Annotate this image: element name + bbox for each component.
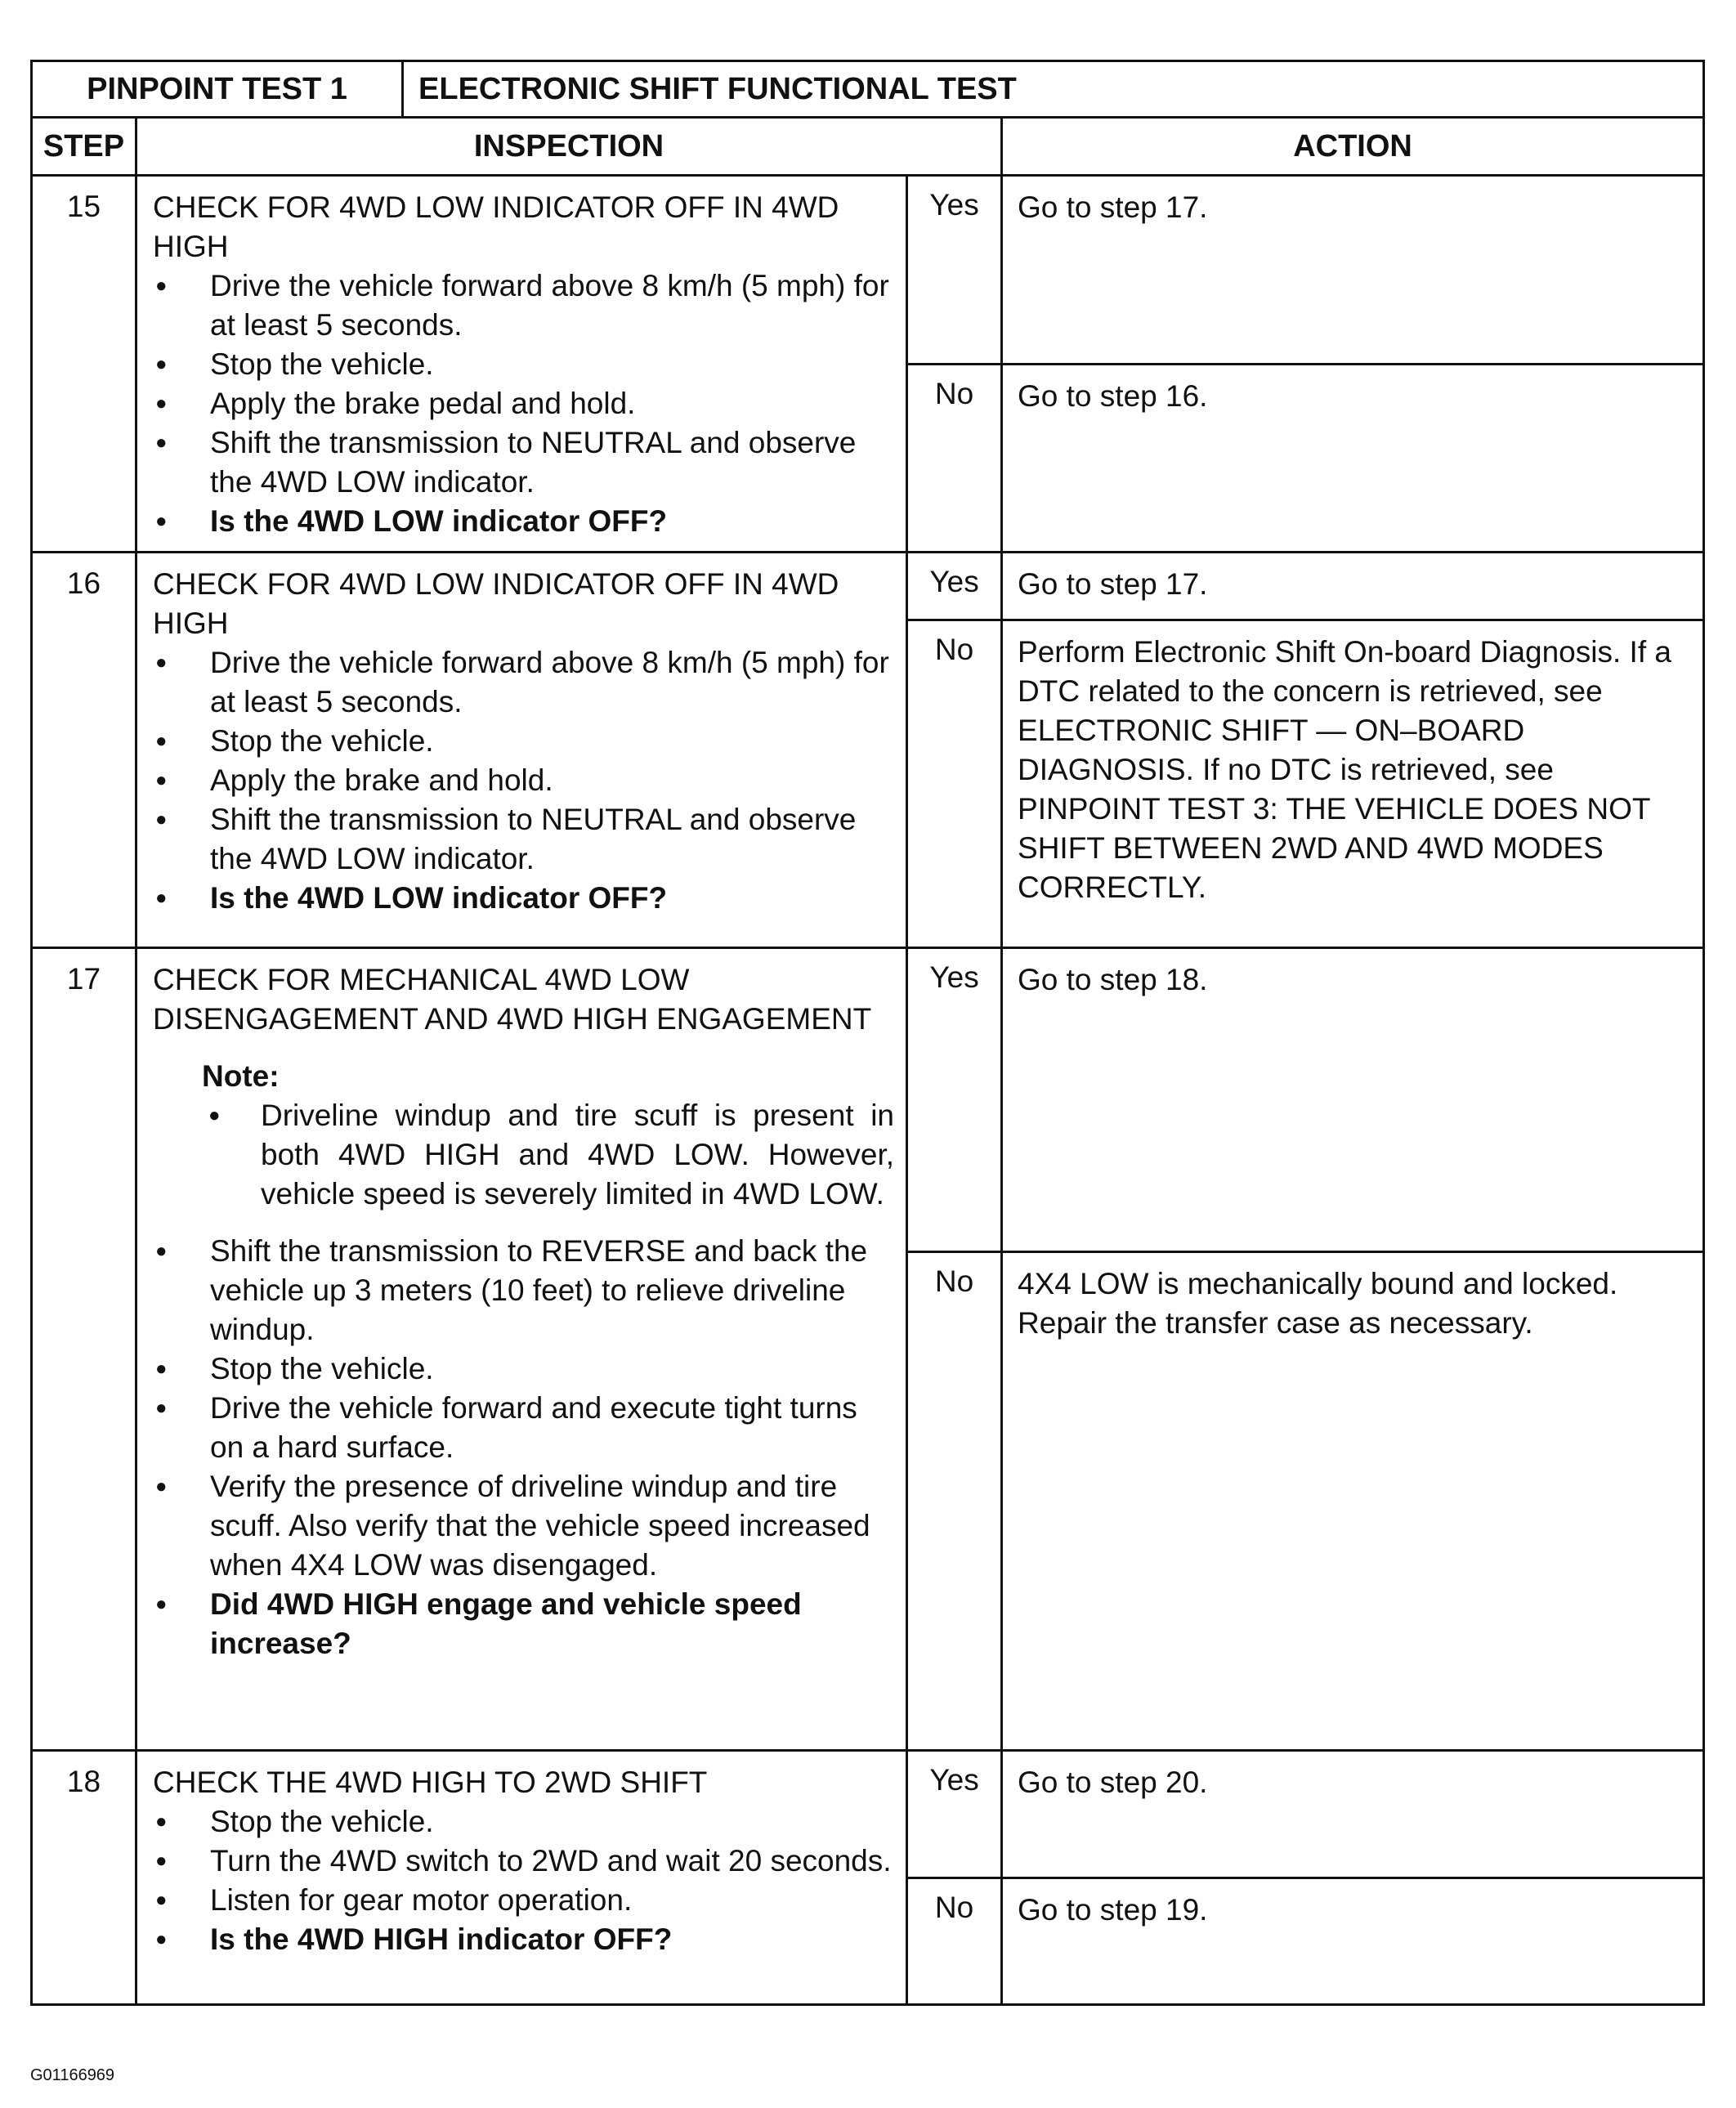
instruction-list [153,1802,894,1959]
instruction-item: ● Drive the vehicle forward and execute tight turns on a hard surface. [153,1389,894,1467]
yes-action: Go to step 17. [1002,176,1704,365]
no-label: No [907,1251,1002,1750]
instruction-item: ● Listen for gear motor operation. [153,1881,894,1920]
instruction-item: ● Stop the vehicle. [153,1349,894,1389]
note-list [202,1096,894,1214]
yes-action: Go to step 17. [1002,553,1704,620]
step-row [32,948,1704,1252]
instruction-item: ● Drive the vehicle forward above 8 km/h (5 mph) for at least 5 seconds. [153,643,894,722]
inspection-cell [136,1751,907,2005]
instruction-item: ● Apply the brake and hold. [153,761,894,800]
instruction-item: ● Shift the transmission to NEUTRAL and observe the 4WD LOW indicator. [153,423,894,502]
step-heading: CHECK THE 4WD HIGH TO 2WD SHIFT [153,1766,708,1799]
check-question: ● Is the 4WD LOW indicator OFF? [153,502,894,541]
step-row [32,176,1704,365]
instruction-item: ● Turn the 4WD switch to 2WD and wait 20 seconds. [153,1842,894,1881]
yes-label: Yes [907,1751,1002,1878]
check-question: ● Is the 4WD HIGH indicator OFF? [153,1920,894,1959]
no-label: No [907,620,1002,947]
step-heading: CHECK FOR MECHANICAL 4WD LOW DISENGAGEMENT AND 4WD HIGH ENGAGEMENT [153,963,872,1036]
instruction-item: ● Verify the presence of driveline windup and tire scuff. Also verify that the vehicle speed increased when 4X4 LOW was disengaged. [153,1467,894,1585]
step-heading: CHECK FOR 4WD LOW INDICATOR OFF IN 4WD HIGH [153,567,839,640]
instruction-item: ● Apply the brake pedal and hold. [153,384,894,423]
yes-action: Go to step 18. [1002,948,1704,1252]
yes-label: Yes [907,176,1002,365]
inspection-header: INSPECTION [136,118,1002,176]
instruction-list [153,266,894,541]
step-header: STEP [32,118,136,176]
instruction-item: ● Stop the vehicle. [153,345,894,384]
no-action: 4X4 LOW is mechanically bound and locked. Repair the transfer case as necessary. [1002,1251,1704,1750]
test-label: PINPOINT TEST 1 [32,61,403,118]
no-label: No [907,364,1002,553]
instruction-item: ● Shift the transmission to REVERSE and back the vehicle up 3 meters (10 feet) to relieve driveline windup. [153,1232,894,1349]
no-action: Go to step 19. [1002,1878,1704,2005]
step-number: 16 [32,553,136,948]
figure-id: G01166969 [30,2066,115,2084]
step-number: 18 [32,1751,136,2005]
step-row [32,1751,1704,1878]
check-question: ● Is the 4WD LOW indicator OFF? [153,879,894,918]
instruction-item: ● Stop the vehicle. [153,1802,894,1842]
pinpoint-test-document [30,60,1702,2006]
inspection-cell [136,176,907,553]
instruction-list [153,643,894,918]
instruction-item: ● Drive the vehicle forward above 8 km/h (5 mph) for at least 5 seconds. [153,266,894,345]
column-header-row [32,118,1704,176]
step-number: 17 [32,948,136,1751]
instruction-item: ● Stop the vehicle. [153,722,894,761]
no-action: Perform Electronic Shift On-board Diagnosis. If a DTC related to the concern is retrieved, see ELECTRONIC SHIFT — ON–BOARD DIAGNOSIS. If no DTC is retrieved, see PINPOINT TEST 3: THE VEHICLE DOES NOT SHIFT BETWEEN 2WD AND 4WD MODES CORRECTLY. [1002,620,1704,947]
no-label: No [907,1878,1002,2005]
inspection-cell [136,948,907,1751]
step-number: 15 [32,176,136,553]
no-action: Go to step 16. [1002,364,1704,553]
yes-label: Yes [907,948,1002,1252]
action-header: ACTION [1002,118,1704,176]
inspection-cell [136,553,907,948]
note-block [202,1057,894,1214]
instruction-item: ● Shift the transmission to NEUTRAL and observe the 4WD LOW indicator. [153,800,894,879]
pinpoint-test-table [30,60,1705,2006]
note-text: ● Driveline windup and tire scuff is present in both 4WD HIGH and 4WD LOW. However, vehicle speed is severely limited in 4WD LOW. [202,1096,894,1214]
check-question: ● Did 4WD HIGH engage and vehicle speed increase? [153,1585,894,1663]
yes-label: Yes [907,553,1002,620]
instruction-list [153,1232,894,1663]
step-heading: CHECK FOR 4WD LOW INDICATOR OFF IN 4WD HIGH [153,190,839,263]
yes-action: Go to step 20. [1002,1751,1704,1878]
note-label: Note: [202,1059,280,1093]
test-title: ELECTRONIC SHIFT FUNCTIONAL TEST [403,61,1704,118]
step-row [32,553,1704,620]
test-banner-row [32,61,1704,118]
